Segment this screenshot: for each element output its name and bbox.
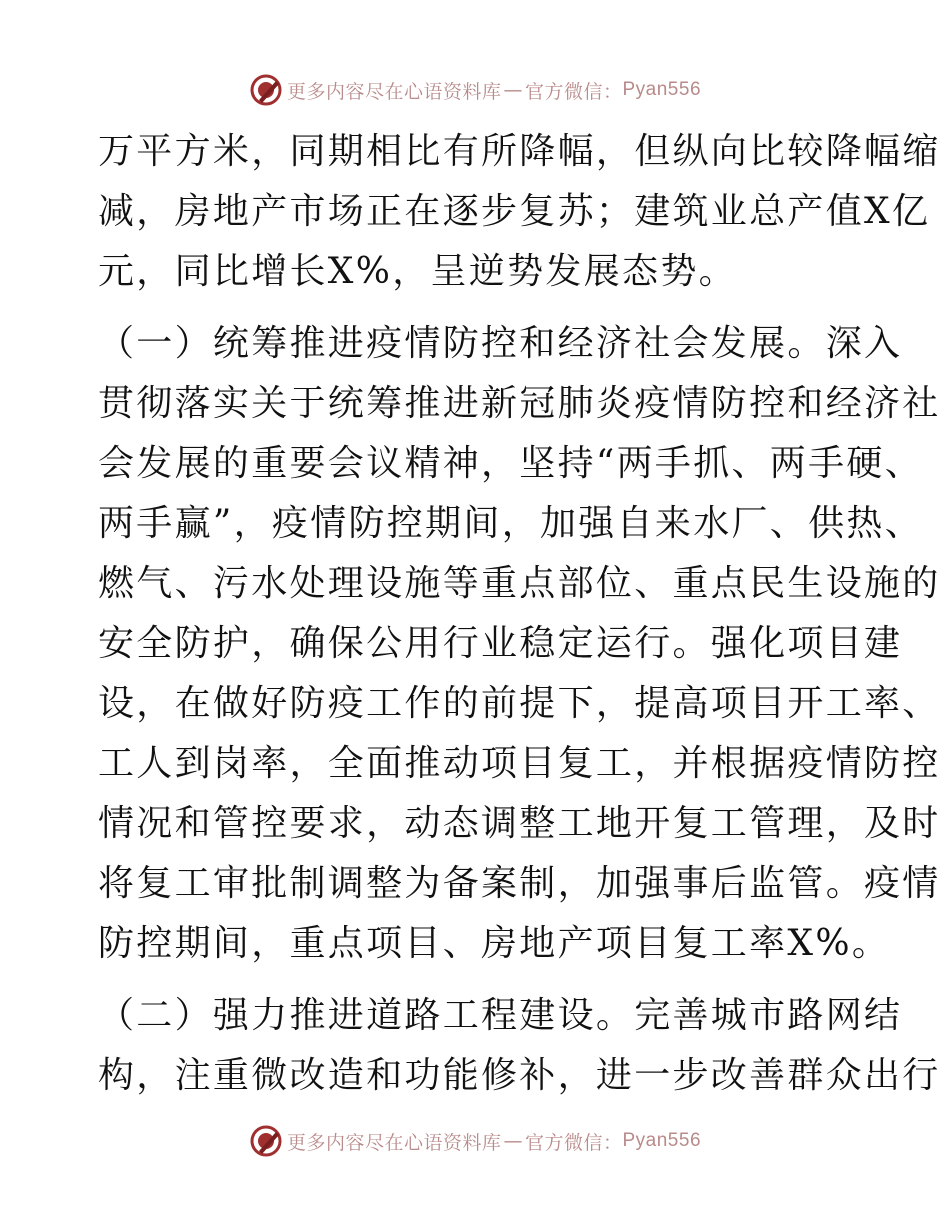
header-watermark [0, 70, 950, 110]
watermark-contact-label: 官方微信： [524, 1131, 623, 1154]
watermark-separator: — [503, 1130, 523, 1152]
text-line: 构，注重微改造和功能修补，进一步改善群众出行 [98, 1055, 941, 1096]
text-line: 万平方米，同期相比有所降幅，但纵向比较降幅缩 [98, 131, 941, 172]
text-line: 两手赢”，疫情防控期间，加强自来水厂、供热、 [98, 503, 924, 544]
document-body [98, 122, 941, 1106]
text-line: 减，房地产市场正在逐步复苏；建筑业总产值X亿 [98, 191, 931, 232]
paragraph-2 [98, 314, 941, 974]
text-line: 会发展的重要会议精神，坚持“两手抓、两手硬、 [98, 443, 924, 484]
text-line: 防控期间，重点项目、房地产项目复工率X%。 [98, 923, 891, 964]
watermark-text: 更多内容尽在心语资料库 [286, 1131, 502, 1154]
text-line: 元，同比增长X%，呈逆势发展态势。 [98, 251, 737, 292]
pen-logo-icon [249, 73, 283, 107]
watermark-contact-id: Pyan556 [622, 1130, 702, 1151]
watermark-contact-label: 官方微信： [524, 80, 623, 103]
paragraph-1 [98, 122, 941, 302]
watermark-text: 更多内容尽在心语资料库 [286, 80, 502, 103]
watermark-separator: — [503, 79, 523, 101]
text-line: 情况和管控要求，动态调整工地开复工管理，及时 [98, 803, 941, 844]
paragraph-3 [98, 986, 941, 1106]
pen-logo-icon [249, 1124, 283, 1158]
text-line: 设，在做好防疫工作的前提下，提高项目开工率、 [98, 683, 941, 724]
text-line: 燃气、污水处理设施等重点部位、重点民生设施的 [98, 563, 941, 604]
text-line: 贯彻落实关于统筹推进新冠肺炎疫情防控和经济社 [98, 383, 941, 424]
text-line: 安全防护，确保公用行业稳定运行。强化项目建 [98, 623, 903, 664]
footer-watermark [0, 1121, 950, 1161]
text-line: 工人到岗率，全面推动项目复工，并根据疫情防控 [98, 743, 941, 784]
text-line: （二）强力推进道路工程建设。完善城市路网结 [98, 995, 903, 1036]
watermark-contact-id: Pyan556 [622, 79, 702, 100]
text-line: （一）统筹推进疫情防控和经济社会发展。深入 [98, 323, 903, 364]
text-line: 将复工审批制调整为备案制，加强事后监管。疫情 [98, 863, 941, 904]
